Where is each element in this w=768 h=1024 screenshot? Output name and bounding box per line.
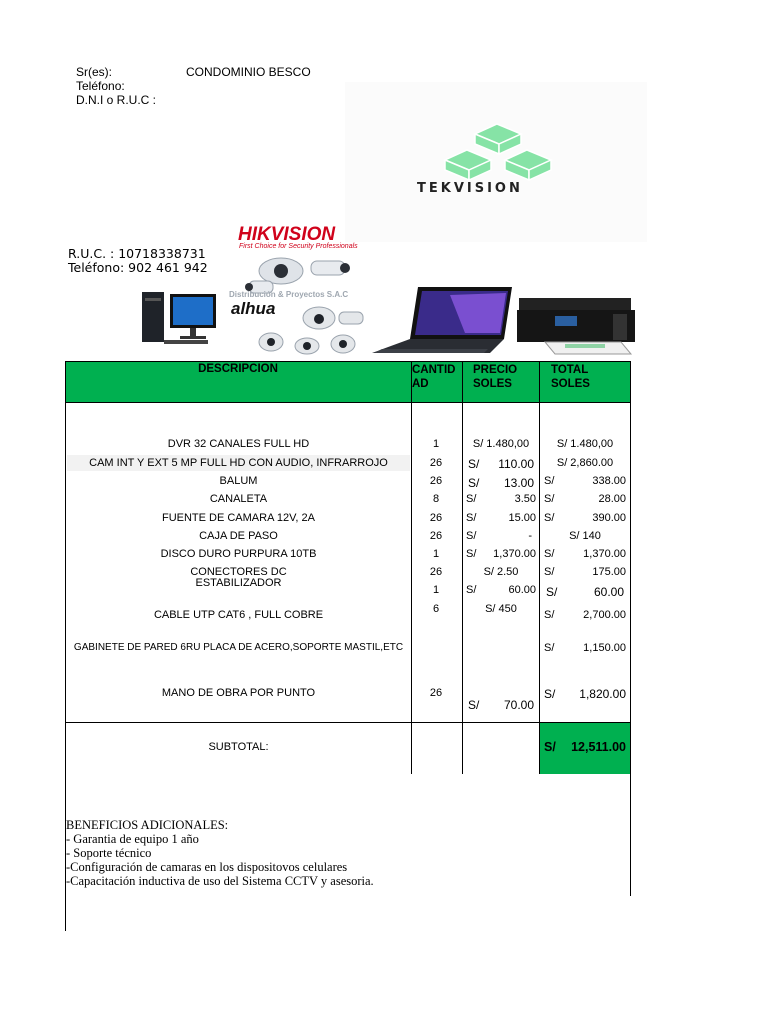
row-total-currency: S/ bbox=[544, 548, 555, 560]
row-description: CAM INT Y EXT 5 MP FULL HD CON AUDIO, INFRARROJO bbox=[89, 457, 388, 469]
row-quantity: 26 bbox=[429, 687, 443, 699]
row-quantity: 1 bbox=[432, 584, 440, 596]
row-price-value: - bbox=[528, 530, 532, 542]
table-border-top bbox=[65, 361, 631, 362]
row-price-currency: S/ bbox=[466, 512, 477, 524]
row-total-value: 2,700.00 bbox=[583, 609, 626, 621]
row-total-value: 338.00 bbox=[592, 475, 626, 487]
dome-camera-icon bbox=[257, 300, 369, 356]
column-divider-total bbox=[539, 361, 540, 774]
row-description: CAJA DE PASO bbox=[199, 530, 278, 542]
benefits-title: BENEFICIOS ADICIONALES: bbox=[66, 818, 229, 832]
row-price-currency: S/ bbox=[466, 584, 477, 596]
row-price-value: 110.00 bbox=[498, 457, 534, 471]
row-price: S/ 450 bbox=[485, 603, 517, 615]
row-total-value: 28.00 bbox=[598, 493, 626, 505]
row-quantity: 1 bbox=[432, 438, 440, 450]
benefit-item: - Garantia de equipo 1 año bbox=[66, 832, 199, 846]
client-label: Sr(es): bbox=[76, 65, 112, 79]
row-quantity: 26 bbox=[429, 475, 443, 487]
camera-icon bbox=[241, 251, 369, 295]
row-price-currency: S/ bbox=[466, 548, 477, 560]
row-description: CABLE UTP CAT6 , FULL COBRE bbox=[153, 609, 324, 621]
row-price: S/ 1.480,00 bbox=[472, 438, 530, 450]
row-quantity: 8 bbox=[432, 493, 440, 505]
header-precio-line2: SOLES bbox=[473, 378, 512, 390]
dahua-logo: alhua bbox=[231, 299, 276, 318]
row-price-currency: S/ bbox=[468, 457, 480, 471]
client-name: CONDOMINIO BESCO bbox=[186, 65, 311, 79]
row-total-currency: S/ bbox=[544, 512, 555, 524]
row-price-value: 13.00 bbox=[503, 476, 534, 490]
row-total-currency: S/ bbox=[544, 687, 556, 701]
header-precio bbox=[473, 363, 517, 391]
benefit-item: -Capacitación inductiva de uso del Sistema CCTV y asesoria. bbox=[66, 874, 374, 888]
row-price-value: 60.00 bbox=[508, 584, 536, 596]
cctv-brands-image bbox=[229, 222, 371, 356]
row-price-currency: S/ bbox=[466, 493, 477, 505]
row-quantity: 26 bbox=[429, 512, 443, 524]
row-total: S/ 2,860.00 bbox=[556, 457, 614, 469]
cubes-icon bbox=[345, 82, 647, 242]
benefits-section bbox=[66, 818, 374, 888]
company-info bbox=[68, 247, 208, 275]
row-description: CONECTORES DC bbox=[190, 566, 287, 578]
row-total-value: 1,820.00 bbox=[579, 687, 626, 701]
benefit-item: -Configuración de camaras en los dispositovos celulares bbox=[66, 860, 348, 874]
header-total-line2: SOLES bbox=[551, 378, 590, 390]
row-total-currency: S/ bbox=[544, 566, 555, 578]
row-total-value: 1,370.00 bbox=[583, 548, 626, 560]
laptop-icon bbox=[370, 285, 515, 357]
subtotal-label: SUBTOTAL: bbox=[208, 741, 269, 753]
header-cantidad bbox=[412, 363, 455, 391]
row-description: GABINETE DE PARED 6RU PLACA DE ACERO,SOPORTE MASTIL,ETC bbox=[73, 642, 404, 653]
watermark-text: Distribución & Proyectos S.A.C bbox=[229, 290, 349, 299]
benefit-item: - Soporte técnico bbox=[66, 846, 152, 860]
row-price-currency: S/ bbox=[466, 530, 477, 542]
header-cantidad-line1: CANTID bbox=[412, 364, 456, 376]
row-description: CANALETA bbox=[209, 493, 268, 505]
row-total-value: 175.00 bbox=[592, 566, 626, 578]
subtotal-currency: S/ bbox=[544, 740, 556, 754]
row-total: S/ 140 bbox=[569, 530, 601, 542]
header-precio-line1: PRECIO bbox=[473, 364, 518, 376]
dni-label: D.N.I o R.U.C : bbox=[76, 93, 157, 107]
row-total-currency: S/ bbox=[544, 642, 555, 654]
hikvision-tagline: First Choice for Security Professionals bbox=[239, 243, 358, 250]
company-logo bbox=[345, 82, 647, 242]
row-total-value: 1,150.00 bbox=[583, 642, 626, 654]
row-description: ESTABILIZADOR bbox=[195, 577, 282, 589]
row-quantity: 26 bbox=[429, 457, 443, 469]
header-cantidad-line2: AD bbox=[412, 378, 429, 390]
logo-text: TEKVISION bbox=[417, 181, 523, 196]
row-price-value: 1,370.00 bbox=[493, 548, 536, 560]
row-total: S/ 1.480,00 bbox=[556, 438, 614, 450]
row-total-currency: S/ bbox=[544, 475, 555, 487]
row-price-currency: S/ bbox=[468, 476, 480, 490]
row-description: FUENTE DE CAMARA 12V, 2A bbox=[161, 512, 316, 524]
row-price-value: 70.00 bbox=[503, 698, 534, 712]
row-total-currency: S/ bbox=[544, 493, 555, 505]
row-quantity: 1 bbox=[432, 548, 440, 560]
row-description: BALUM bbox=[219, 475, 258, 487]
printer-icon bbox=[515, 292, 640, 356]
hikvision-logo: HIKVISION bbox=[238, 224, 336, 245]
row-description: DISCO DURO PURPURA 10TB bbox=[160, 548, 317, 560]
header-total-line1: TOTAL bbox=[551, 364, 589, 376]
client-block bbox=[76, 65, 156, 107]
table-header-divider bbox=[65, 402, 631, 403]
row-total-currency: S/ bbox=[544, 609, 555, 621]
row-price-value: 3.50 bbox=[514, 493, 536, 505]
company-phone: Teléfono: 902 461 942 bbox=[68, 260, 208, 275]
subtotal-value: 12,511.00 bbox=[571, 740, 626, 754]
row-total-value: 60.00 bbox=[593, 585, 624, 599]
row-total-currency: S/ bbox=[546, 585, 558, 599]
desktop-computer-icon bbox=[140, 290, 226, 348]
row-total-value: 390.00 bbox=[592, 512, 626, 524]
row-quantity: 26 bbox=[429, 530, 443, 542]
ruc-line: R.U.C. : 10718338731 bbox=[68, 246, 206, 261]
row-description: DVR 32 CANALES FULL HD bbox=[167, 438, 310, 450]
phone-label: Teléfono: bbox=[76, 79, 125, 93]
row-price: S/ 2.50 bbox=[483, 566, 519, 578]
header-descripcion: DESCRIPCION bbox=[198, 363, 278, 375]
row-price-value: 15.00 bbox=[508, 512, 536, 524]
row-price-currency: S/ bbox=[468, 698, 480, 712]
table-border-right bbox=[630, 361, 631, 896]
row-description: MANO DE OBRA POR PUNTO bbox=[161, 687, 316, 699]
row-quantity: 26 bbox=[429, 566, 443, 578]
row-quantity: 6 bbox=[432, 603, 440, 615]
header-total bbox=[551, 363, 590, 391]
